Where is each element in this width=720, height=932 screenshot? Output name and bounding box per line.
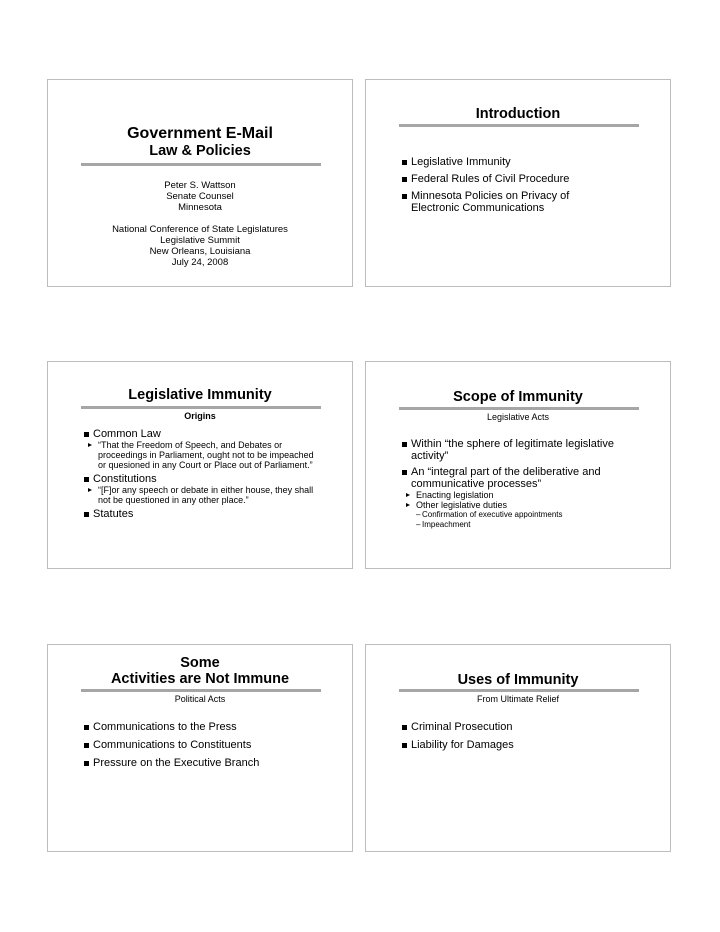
slide-title-line1: Some <box>180 655 220 671</box>
title-rule <box>81 689 321 692</box>
slide-not-immune <box>47 644 353 852</box>
title-rule <box>399 124 639 127</box>
title-rule <box>81 163 321 166</box>
cover-title: Government E-Mail <box>127 125 273 142</box>
slide-title: Legislative Immunity <box>128 387 272 403</box>
event-name: Legislative Summit <box>160 235 240 246</box>
slide-subtitle: Legislative Acts <box>486 412 550 422</box>
slide-scope-of-immunity <box>365 361 671 569</box>
bullet-list <box>84 428 324 520</box>
slide-subtitle: Origins <box>184 411 216 421</box>
author-state: Minnesota <box>178 202 222 213</box>
slide-cover <box>47 79 353 287</box>
list-item: Pressure on the Executive Branch <box>84 757 346 769</box>
list-item: An “integral part of the deliberative and communicative processes” <box>402 466 642 490</box>
list-item: Federal Rules of Civil Procedure <box>402 173 664 185</box>
list-item: Statutes <box>84 508 324 520</box>
bullet-list <box>402 438 642 530</box>
event-date: July 24, 2008 <box>171 257 229 268</box>
title-rule <box>399 407 639 410</box>
sub-sub-list-item: – Confirmation of executive appointments <box>404 510 642 520</box>
slide-legislative-immunity <box>47 361 353 569</box>
list-item: Liability for Damages <box>402 739 664 751</box>
slide-subtitle: From Ultimate Relief <box>476 694 559 704</box>
slide-uses-of-immunity <box>365 644 671 852</box>
author-name: Peter S. Wattson <box>164 180 236 191</box>
title-rule <box>399 689 639 692</box>
event-organization: National Conference of State Legislatures <box>112 224 288 235</box>
event-location: New Orleans, Louisiana <box>149 246 251 257</box>
list-item: Legislative Immunity <box>402 156 664 168</box>
sub-list-item: Enacting legislation <box>404 490 642 500</box>
quote-item: “That the Freedom of Speech, and Debates or proceedings in Parliament, ought not to be impeached or quesioned in any Court or Place out of Parliament.” <box>86 440 324 470</box>
quote-item: “[F]or any speech or debate in either house, they shall not be questioned in any other place.” <box>86 485 324 505</box>
list-item: Within “the sphere of legitimate legislative activity” <box>402 438 642 462</box>
sub-sub-list-item: – Impeachment <box>404 520 642 530</box>
slide-title-line2: Activities are Not Immune <box>110 671 290 687</box>
list-item: Common Law <box>84 428 324 440</box>
slide-title: Introduction <box>475 106 561 122</box>
list-item: Constitutions <box>84 473 324 485</box>
bullet-list <box>84 721 346 769</box>
list-item: Minnesota Policies on Privacy of Electronic Communications <box>402 190 601 214</box>
slide-introduction <box>365 79 671 287</box>
list-item: Communications to the Press <box>84 721 346 733</box>
list-item: Criminal Prosecution <box>402 721 664 733</box>
sub-list-item: Other legislative duties <box>404 500 642 510</box>
list-item: Communications to Constituents <box>84 739 346 751</box>
slide-title: Scope of Immunity <box>453 389 583 405</box>
slide-title: Uses of Immunity <box>457 672 579 688</box>
slide-subtitle: Political Acts <box>174 694 226 704</box>
bullet-list <box>402 721 664 751</box>
author-position: Senate Counsel <box>166 191 234 202</box>
title-rule <box>81 406 321 409</box>
cover-subtitle: Law & Policies <box>149 143 251 159</box>
bullet-list <box>402 156 664 214</box>
